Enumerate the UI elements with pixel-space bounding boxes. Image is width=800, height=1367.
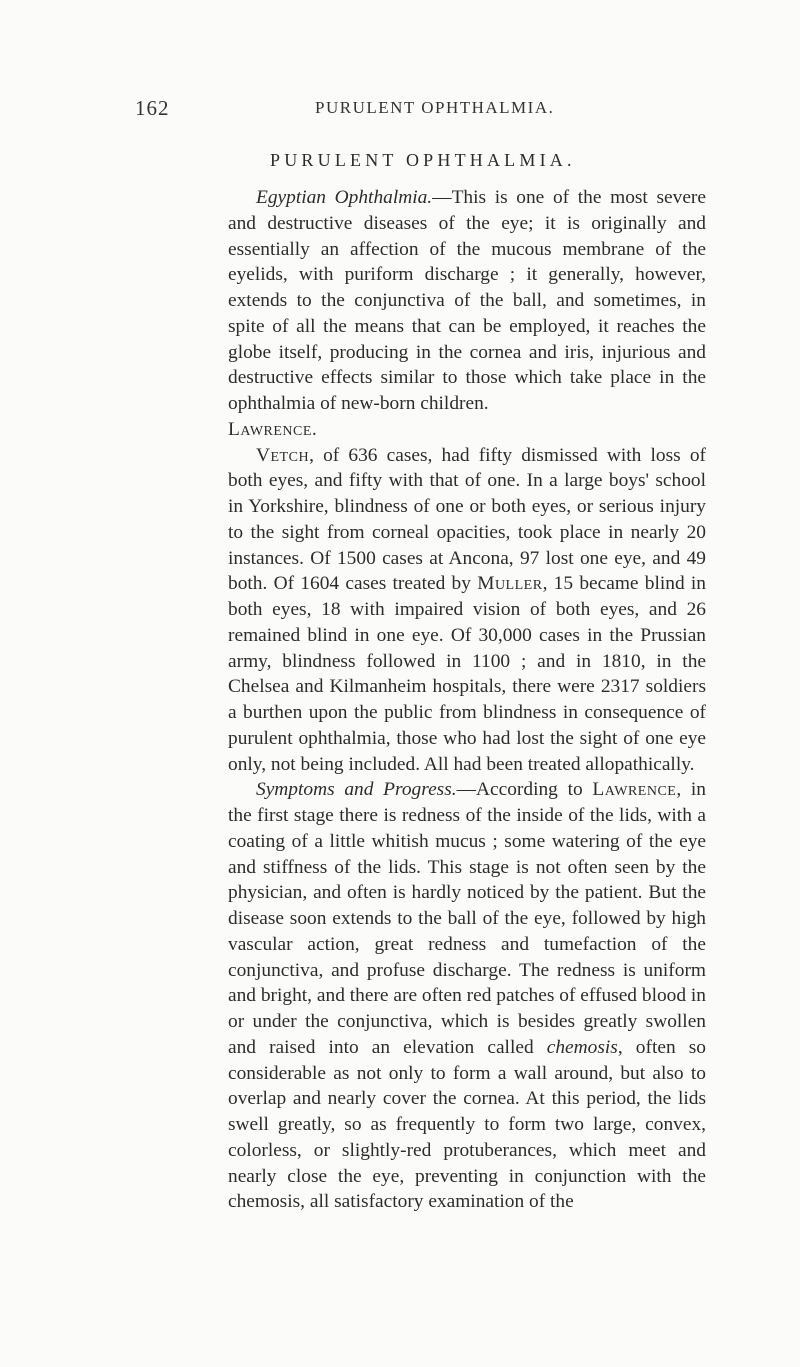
body-text [228,185,706,1215]
author-attribution [228,417,706,443]
author-name: Muller [477,573,543,595]
paragraph-symptoms [228,777,706,1215]
paragraph-text: —This is one of the most severe and destructive diseases of the eye; it is originally and essentially an affection of the mucous membrane of the eyelids, with puriform discharge ; it generally, however, extends to the conjunctiva of the ball, and sometimes, in spite of all the means that can be employed, it reaches the globe itself, producing in the cornea and iris, injurious and destructive effects similar to those which take place in the ophthalmia of new-born children. [228,187,706,414]
running-title: PURULENT OPHTHALMIA. [315,98,555,117]
paragraph-egyptian-ophthalmia [228,185,706,417]
paragraph-lead-italic: Egyptian Ophthalmia. [256,187,433,208]
paragraph-text: , 15 became blind in both eyes, 18 with impaired vision of both eyes, and 26 remained blind in one eye. Of 30,000 cases in the Prussian army, blindness followed in 1100 ; and in 1810, in the Chelsea and Kilmanheim hospitals, there were 2317 soldiers a burthen upon the public from blindness in consequence of purulent ophthalmia, those who had lost the sight of one eye only, not being included. All had been treated allopathically. [228,573,707,775]
paragraph-text: , of 636 cases, had fifty dismissed with loss of both eyes, and fifty with that of one. In a large boys' school in Yorkshire, blindness of one or both eyes, or serious injury to the sight from corneal opacities, took place in nearly 20 instances. Of 1500 cases at Ancona, 97 lost one eye, and 49 both. Of 1604 cases treated by [228,444,706,595]
paragraph-text: , in the first stage there is redness of the inside of the lids, with a coating of a little whitish mucus ; some watering of the eye and stiffness of the lids. This stage is not often seen by the physician, and often is hardly noticed by the patient. But the disease soon extends to the ball of the eye, followed by high vascular action, great redness and tumefaction of the conjunctiva, and profuse discharge. The redness is uniform and bright, and there are often red patches of effused blood in or under the conjunctiva, which is besides greatly swollen and raised into an elevation called [228,779,707,1058]
section-heading: PURULENT OPHTHALMIA. [270,150,576,170]
page-number: 162 [135,96,170,120]
paragraph-statistics [228,443,706,778]
italic-term: chemosis [546,1036,618,1058]
author-name: Lawrence [592,779,677,801]
running-header [135,96,705,126]
author-name: Lawrence. [228,418,318,440]
paragraph-text: , often so considerable as not only to form a wall around, but also to overlap and nearly cover the cornea. At this period, the lids swell greatly, so as frequently to form two large, convex, colorless, or slightly-red protuberances, which meet and nearly close the eye, preventing in conjunction with the chemosis, all satisfactory examination of the [228,1036,706,1213]
paragraph-lead-italic: Symptoms and Progress. [256,779,457,801]
paragraph-text: —According to [456,779,593,801]
author-name: Vetch [256,444,310,466]
